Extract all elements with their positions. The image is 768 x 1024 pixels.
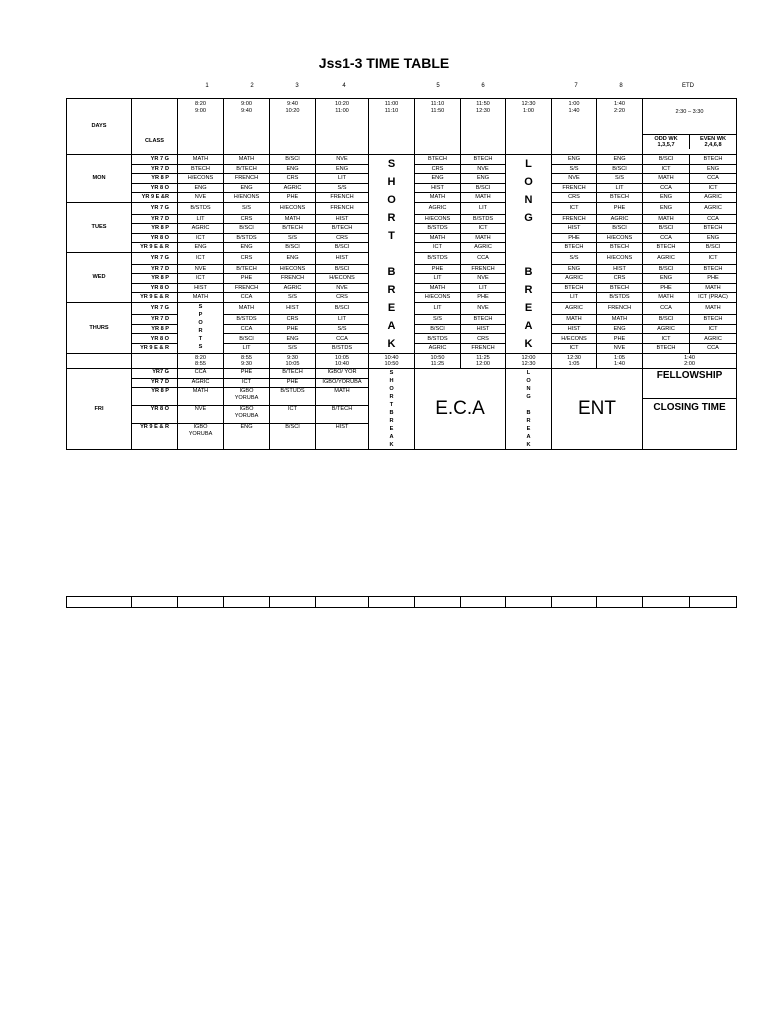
week-labels [643,134,736,149]
timetable-cell: MATH [690,302,737,314]
period-number: 8 [619,83,623,89]
timetable-cell: MATH [415,283,461,293]
timetable-cell: HIST [270,302,316,314]
timetable-cell: S/S [552,164,597,174]
timetable-cell: B/SCI [270,424,316,450]
timetable-cell: AGRIC [690,202,737,214]
timetable-cell: B/STDS [224,314,270,324]
timetable-cell: CRS [415,164,461,174]
timetable-cell: AGRIC [178,378,224,388]
class-label: YR 7 D [132,214,178,224]
period-time: 9:00 9:40 [224,99,270,155]
timetable-cell: LIT [415,274,461,284]
period-time: 11:00 11:10 [369,99,415,155]
class-label: YR 7 D [132,164,178,174]
timetable-cell: FRENCH [597,302,643,314]
timetable-cell: ENG [270,252,316,264]
timetable-cell: H/ECONS [316,274,369,284]
timetable-cell: MATH [690,283,737,293]
class-label: YR7 G [132,369,178,379]
timetable-cell: LIT [552,293,597,303]
timetable-cell: B/TECH [270,369,316,379]
timetable-cell: H/ECONS [415,293,461,303]
timetable-cell: PHE [597,334,643,344]
timetable-cell: ENG [270,164,316,174]
timetable-cell: PHE [461,293,506,303]
sports-label: S P O R T S [178,302,224,353]
timetable-cell: AGRIC [690,334,737,344]
timetable-cell: IGBO/ YOR [316,369,369,379]
fellowship-label: FELLOWSHIP [643,373,736,399]
fri-short-break-label: S H O R T B R E A K [369,369,415,450]
timetable-cell: B/SCI [224,334,270,344]
timetable-cell: BTECH [690,155,737,165]
timetable-cell: B/SCI [597,224,643,234]
class-label: YR 9 E & R [132,243,178,253]
timetable-cell: B/STDS [597,293,643,303]
class-label: YR 7 D [132,264,178,274]
timetable-cell: ENG [597,155,643,165]
timetable-cell: ICT [461,224,506,234]
timetable-cell: H/ECONS [270,264,316,274]
timetable-cell: CCA [690,214,737,224]
timetable-cell: HIST [316,214,369,224]
timetable-cell: MATH [270,214,316,224]
timetable-cell: FRENCH [461,264,506,274]
timetable-cell: ICT [690,252,737,264]
timetable-cell: NVE [178,193,224,203]
timetable-cell: ENG [461,174,506,184]
timetable-cell: LIT [597,183,643,193]
timetable-cell: LIT [316,174,369,184]
timetable-cell: B/SCI [643,155,690,165]
timetable-cell: CCA [224,293,270,303]
long-break-label: L O N G B R E A K [506,155,552,354]
timetable-cell: ENG [224,183,270,193]
class-label: YR 8 O [132,283,178,293]
timetable-cell: AGRIC [415,344,461,354]
timetable-cell: HIST [552,324,597,334]
day-label: TUES [67,202,132,252]
timetable-cell: LIT [461,202,506,214]
timetable-cell: ICT [643,334,690,344]
timetable-cell: PHE [690,274,737,284]
timetable-cell: AGRIC [461,243,506,253]
fri-period-time: 1:40 2:00 [643,354,737,369]
timetable-cell: FRENCH [270,274,316,284]
timetable-cell: H/ECONS [415,214,461,224]
timetable-cell: B/STUDS [270,388,316,406]
timetable-cell: CRS [552,193,597,203]
period-time: 8:20 9:00 [178,99,224,155]
timetable-cell: ENG [270,334,316,344]
timetable-cell: HIST [552,224,597,234]
timetable-cell: ICT [552,202,597,214]
fri-period-time: 11:25 12:00 [461,354,506,369]
timetable-cell: BTECH [643,243,690,253]
timetable-cell: B/SCI [316,302,369,314]
timetable-cell: MATH [224,302,270,314]
timetable-cell: ENG [178,183,224,193]
timetable-cell: AGRIC [597,214,643,224]
timetable-cell: S/S [224,202,270,214]
class-header: CLASS [132,99,178,155]
timetable-cell: AGRIC [415,202,461,214]
timetable-cell: CCA [316,334,369,344]
timetable-cell: S/S [552,252,597,264]
timetable-cell: CRS [461,334,506,344]
timetable-cell: CCA [690,344,737,354]
timetable-cell: NVE [316,155,369,165]
fri-period-time: 8:20 8:55 [178,354,224,369]
timetable-cell: IGBO YORUBA [224,406,270,424]
timetable-cell: HIST [316,252,369,264]
class-label: YR 8 P [132,174,178,184]
timetable-cell: PHE [415,264,461,274]
timetable-cell: S/S [270,233,316,243]
timetable-cell: ENG [690,164,737,174]
timetable-cell: B/STDS [415,334,461,344]
timetable-cell: AGRIC [643,252,690,264]
period-number: 6 [481,83,485,89]
timetable-cell: BTECH [643,344,690,354]
timetable-cell: ENG [224,424,270,450]
timetable-cell: CRS [224,214,270,224]
fri-period-time: 12:00 12:30 [506,354,552,369]
period-number: ETD [682,83,694,89]
timetable-cell: ICT [552,344,597,354]
timetable [66,98,737,450]
timetable-cell: B/STDS [316,344,369,354]
timetable-cell: HIST [597,264,643,274]
timetable-cell: AGRIC [178,224,224,234]
timetable-cell: B/SCI [270,155,316,165]
timetable-cell: NVE [316,283,369,293]
timetable-cell: ICT (PRAC) [690,293,737,303]
timetable-cell: CCA [643,183,690,193]
timetable-cell: BTECH [461,314,506,324]
timetable-cell: B/STDS [224,233,270,243]
timetable-cell: NVE [597,344,643,354]
timetable-cell: ENG [597,324,643,334]
timetable-cell: NVE [461,302,506,314]
class-label: YR 8 P [132,224,178,234]
page-title: Jss1-3 TIME TABLE [318,55,450,71]
timetable-cell: PHE [270,378,316,388]
timetable-cell: ENG [552,264,597,274]
timetable-cell: ICT [178,233,224,243]
timetable-cell: BTECH [461,155,506,165]
blank-cell [67,354,132,369]
fri-long-break-label: L O N G B R E A K [506,369,552,450]
timetable-cell: CCA [178,369,224,379]
timetable-cell: B/SCI [461,183,506,193]
timetable-cell: NVE [461,164,506,174]
period-number: 2 [250,83,254,89]
timetable-cell: MATH [178,155,224,165]
timetable-cell: FRENCH [316,193,369,203]
timetable-cell: BTECH [690,314,737,324]
period-time: 11:50 12:30 [461,99,506,155]
timetable-cell: ICT [690,183,737,193]
timetable-cell: BTECH [597,193,643,203]
day-label: MON [67,155,132,203]
timetable-cell: BTECH [552,243,597,253]
timetable-cell: BTECH [415,155,461,165]
closing-time-label: CLOSING TIME [653,401,726,413]
day-label: FRI [67,369,132,450]
timetable-cell: MATH [224,155,270,165]
period-time: 1:00 1:40 [552,99,597,155]
timetable-cell: B/TECH [270,224,316,234]
timetable-cell: B/STDS [415,224,461,234]
timetable-cell: AGRIC [270,183,316,193]
timetable-cell: MATH [461,233,506,243]
timetable-cell: H/ECONS [270,202,316,214]
timetable-cell: B/TECH [316,406,369,424]
timetable-cell: HIST [415,183,461,193]
day-label: WED [67,252,132,302]
timetable-cell: ENG [643,202,690,214]
timetable-cell: B/SCI [270,243,316,253]
timetable-cell: AGRIC [690,193,737,203]
fri-period-time: 10:40 10:50 [369,354,415,369]
timetable-cell: B/TECH [316,224,369,234]
class-label: YR 8 O [132,233,178,243]
timetable-cell: BTECH [178,164,224,174]
timetable-cell: CCA [461,252,506,264]
fri-period-time: 1:05 1:40 [597,354,643,369]
timetable-cell: MATH [643,174,690,184]
timetable-cell: AGRIC [270,283,316,293]
timetable-cell: H/ECONS [597,233,643,243]
timetable-cell: H/ECONS [552,334,597,344]
timetable-cell: S/S [597,174,643,184]
class-label: YR 8 P [132,388,178,406]
timetable-cell: ENG [643,274,690,284]
timetable-cell: NVE [461,274,506,284]
period-time: 9:40 10:20 [270,99,316,155]
timetable-cell: B/STDS [461,214,506,224]
timetable-cell: HIST [178,283,224,293]
class-label: YR 8 O [132,183,178,193]
timetable-cell: AGRIC [643,324,690,334]
class-label: YR 8 P [132,274,178,284]
etd-header: 2:30 – 3:30 ODD WK 1,3,5,7 EVEN WK 2,4,6,8 [643,99,737,155]
period-time: 12:30 1:00 [506,99,552,155]
timetable-cell: MATH [178,388,224,406]
timetable-cell: H/ECONS [178,174,224,184]
timetable-cell: B/SCI [316,243,369,253]
empty-footer-row [66,596,737,608]
timetable-cell: FRENCH [224,283,270,293]
timetable-cell: CRS [270,174,316,184]
timetable-cell: BTECH [597,243,643,253]
timetable-cell: NVE [552,174,597,184]
timetable-cell: B/STDS [178,202,224,214]
period-number: 7 [574,83,578,89]
timetable-cell: LIT [415,302,461,314]
timetable-cell: S/S [316,324,369,334]
timetable-cell: B/SCI [643,264,690,274]
timetable-cell: LIT [461,283,506,293]
timetable-cell: CRS [224,252,270,264]
fellowship-closing [643,369,737,450]
timetable-cell: BTECH [690,264,737,274]
timetable-cell: ENG [415,174,461,184]
timetable-cell: PHE [643,283,690,293]
timetable-cell: ENG [224,243,270,253]
period-number: 4 [342,83,346,89]
timetable-cell: H/ENONS [224,193,270,203]
timetable-cell: B/TECH [224,164,270,174]
timetable-cell: BTECH [690,224,737,234]
day-label: THURS [67,302,132,353]
class-label: YR 8 O [132,406,178,424]
short-break-label: S H O R T B R E A K [369,155,415,354]
timetable-cell: MATH [552,314,597,324]
period-time: 10:20 11:00 [316,99,369,155]
timetable-cell: ICT [690,324,737,334]
fri-period-time: 9:30 10:05 [270,354,316,369]
timetable-cell: FRENCH [461,344,506,354]
timetable-cell: FRENCH [224,174,270,184]
timetable-cell: CRS [316,293,369,303]
period-time: 1:40 2:20 [597,99,643,155]
timetable-cell: ICT [178,252,224,264]
timetable-cell: S/S [316,183,369,193]
timetable-cell: CRS [597,274,643,284]
timetable-cell: BTECH [552,283,597,293]
timetable-cell: MATH [178,293,224,303]
timetable-cell: CCA [643,233,690,243]
timetable-cell: S/S [270,293,316,303]
class-label: YR 8 O [132,334,178,344]
timetable-cell: ENG [316,164,369,174]
class-label: YR 9 E & R [132,424,178,450]
timetable-cell: BTECH [597,283,643,293]
even-week-label: EVEN WK 2,4,6,8 [699,135,727,148]
timetable-cell: PHE [224,369,270,379]
timetable-cell: FRENCH [552,214,597,224]
timetable-cell: ICT [178,274,224,284]
class-label: YR 7 D [132,378,178,388]
timetable-cell: CCA [690,174,737,184]
class-label: YR 9 E & R [132,293,178,303]
timetable-cell: ICT [643,164,690,174]
timetable-cell: IGBO YORUBA [178,424,224,450]
timetable-cell: B/SCI [224,224,270,234]
timetable-cell: S/S [415,314,461,324]
timetable-cell: FRENCH [552,183,597,193]
class-label: YR 7 D [132,314,178,324]
class-label: YR 7 G [132,252,178,264]
timetable-cell: LIT [224,344,270,354]
timetable-cell: NVE [178,406,224,424]
timetable-cell: HIST [461,324,506,334]
class-label: YR 9 E & R [132,344,178,354]
timetable-cell: ICT [224,378,270,388]
timetable-cell: CCA [224,324,270,334]
timetable-cell: PHE [224,274,270,284]
period-number: 3 [295,83,299,89]
period-time: 11:10 11:50 [415,99,461,155]
class-label: YR 8 P [132,324,178,334]
timetable-cell: MATH [316,388,369,406]
class-label: YR 9 E &R [132,193,178,203]
timetable-cell: NVE [178,264,224,274]
period-number: 1 [205,83,209,89]
period-number: 5 [436,83,440,89]
eca-label: E.C.A [415,369,506,450]
timetable-cell: MATH [597,314,643,324]
blank-cell [132,354,178,369]
timetable-cell: MATH [643,293,690,303]
timetable-cell: S/S [270,344,316,354]
timetable-cell: B/SCI [643,224,690,234]
timetable-cell: PHE [552,233,597,243]
timetable-cell: ICT [415,243,461,253]
class-label: YR 7 G [132,155,178,165]
timetable-cell: MATH [461,193,506,203]
timetable-cell: CCA [643,302,690,314]
timetable-cell: PHE [270,193,316,203]
timetable-cell: B/SCI [597,164,643,174]
timetable-cell: AGRIC [552,302,597,314]
timetable-cell: HIST [316,424,369,450]
fri-period-time: 12:30 1:05 [552,354,597,369]
fri-period-time: 10:50 11:25 [415,354,461,369]
timetable-cell: B/SCI [415,324,461,334]
timetable-cell: PHE [270,324,316,334]
timetable-cell: MATH [415,193,461,203]
timetable-cell: ICT [270,406,316,424]
timetable-cell: IGBO/YORUBA [316,378,369,388]
timetable-cell: MATH [643,214,690,224]
timetable-cell: CRS [316,233,369,243]
ent-label: ENT [552,369,643,450]
timetable-cell: B/SCI [690,243,737,253]
timetable-cell: B/TECH [224,264,270,274]
timetable-cell: B/SCI [643,314,690,324]
fri-period-time: 8:55 9:30 [224,354,270,369]
days-header: DAYS [67,99,132,155]
class-label: YR 7 G [132,302,178,314]
timetable-cell: ENG [690,233,737,243]
timetable-cell: B/SCI [316,264,369,274]
timetable-cell: CRS [270,314,316,324]
timetable-cell: LIT [316,314,369,324]
timetable-cell: IGBO YORUBA [224,388,270,406]
timetable-cell: B/STDS [415,252,461,264]
timetable-cell: MATH [415,233,461,243]
timetable-cell: ENG [552,155,597,165]
timetable-cell: ENG [178,243,224,253]
timetable-cell: H/ECONS [597,252,643,264]
odd-week-label: ODD WK 1,3,5,7 [643,135,690,149]
timetable-cell: AGRIC [552,274,597,284]
timetable-cell: FRENCH [316,202,369,214]
fri-period-time: 10:05 10:40 [316,354,369,369]
class-label: YR 7 G [132,202,178,214]
timetable-cell: PHE [597,202,643,214]
timetable-cell: LIT [178,214,224,224]
timetable-cell: ENG [643,193,690,203]
